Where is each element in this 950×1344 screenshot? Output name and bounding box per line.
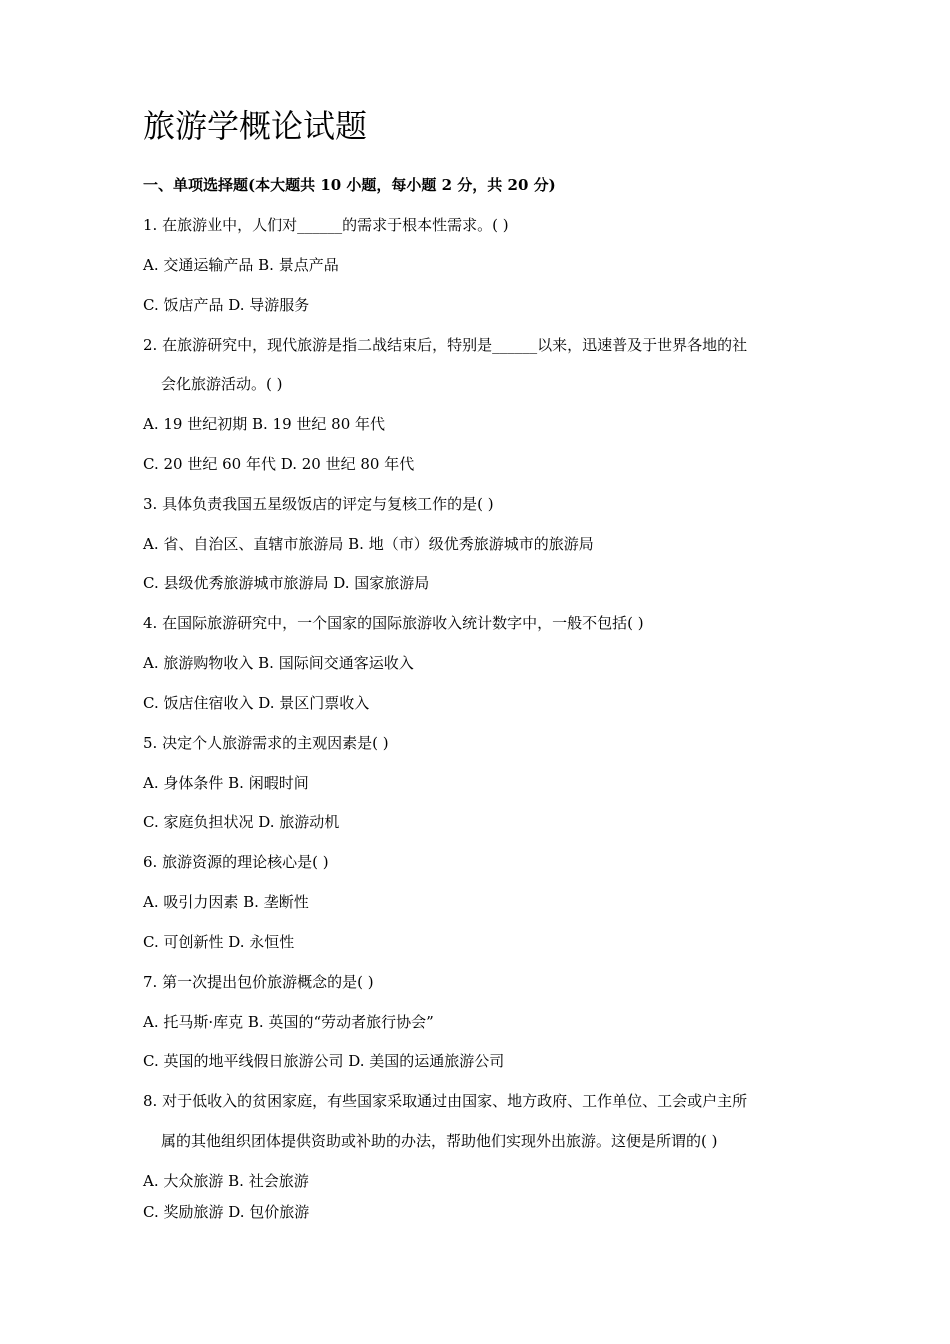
question-2: 2. 在旅游研究中，现代旅游是指二战结束后，特别是______以来，迅速普及于世界各地的社 xyxy=(143,336,748,354)
question-8-options-cd: C. 奖励旅游 D. 包价旅游 xyxy=(143,1203,310,1221)
question-3-options-cd: C. 县级优秀旅游城市旅游局 D. 国家旅游局 xyxy=(143,574,430,592)
question-2-options-ab: A. 19 世纪初期 B. 19 世纪 80 年代 xyxy=(143,415,386,433)
question-4-options-ab: A. 旅游购物收入 B. 国际间交通客运收入 xyxy=(143,654,414,672)
question-1-options-cd: C. 饭店产品 D. 导游服务 xyxy=(143,296,310,314)
question-8-options-ab: A. 大众旅游 B. 社会旅游 xyxy=(143,1172,309,1190)
question-3-options-ab: A. 省、自治区、直辖市旅游局 B. 地（市）级优秀旅游城市的旅游局 xyxy=(143,535,594,553)
question-1-options-ab: A. 交通运输产品 B. 景点产品 xyxy=(143,256,339,274)
question-6-options-cd: C. 可创新性 D. 永恒性 xyxy=(143,933,295,951)
question-6: 6. 旅游资源的理论核心是( ) xyxy=(143,853,329,871)
question-5-options-ab: A. 身体条件 B. 闲暇时间 xyxy=(143,774,309,792)
question-8-continued: 属的其他组织团体提供资助或补助的办法，帮助他们实现外出旅游。这便是所谓的( ) xyxy=(161,1132,718,1150)
question-5: 5. 决定个人旅游需求的主观因素是( ) xyxy=(143,734,389,752)
question-7: 7. 第一次提出包价旅游概念的是( ) xyxy=(143,973,374,991)
question-4: 4. 在国际旅游研究中，一个国家的国际旅游收入统计数字中，一般不包括( ) xyxy=(143,614,644,632)
question-1: 1. 在旅游业中，人们对______的需求于根本性需求。( ) xyxy=(143,216,509,234)
section-heading: 一、单项选择题(本大题共 10 小题，每小题 2 分，共 20 分) xyxy=(143,176,556,194)
question-3: 3. 具体负责我国五星级饭店的评定与复核工作的是( ) xyxy=(143,495,494,513)
question-7-options-cd: C. 英国的地平线假日旅游公司 D. 美国的运通旅游公司 xyxy=(143,1052,505,1070)
question-8: 8. 对于低收入的贫困家庭，有些国家采取通过由国家、地方政府、工作单位、工会或户主所 xyxy=(143,1092,748,1110)
question-6-options-ab: A. 吸引力因素 B. 垄断性 xyxy=(143,893,309,911)
question-2-options-cd: C. 20 世纪 60 年代 D. 20 世纪 80 年代 xyxy=(143,455,415,473)
question-4-options-cd: C. 饭店住宿收入 D. 景区门票收入 xyxy=(143,694,370,712)
question-2-continued: 会化旅游活动。( ) xyxy=(161,375,283,393)
page-title: 旅游学概论试题 xyxy=(143,107,368,145)
question-7-options-ab: A. 托马斯·库克 B. 英国的“劳动者旅行协会” xyxy=(143,1013,434,1031)
question-5-options-cd: C. 家庭负担状况 D. 旅游动机 xyxy=(143,813,340,831)
